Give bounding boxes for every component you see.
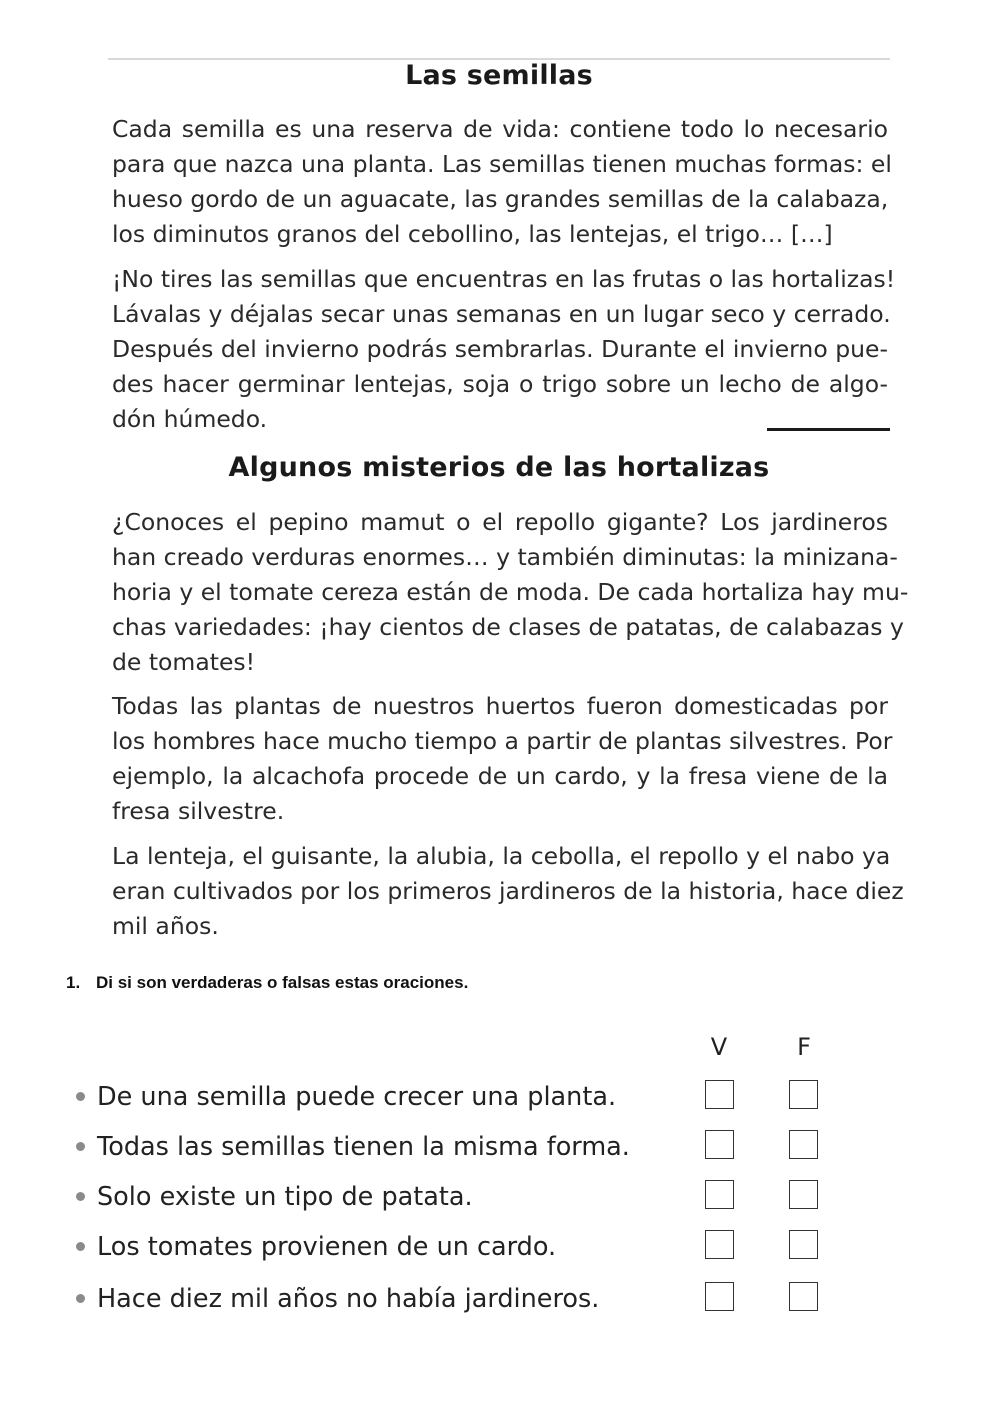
bullet-icon [76,1192,85,1201]
statement-text: Los tomates provienen de un cardo. [97,1232,557,1262]
paragraph-line: mil años. [112,912,219,940]
exercise-instruction [66,973,468,993]
false-checkbox[interactable] [789,1180,818,1209]
exercise-instruction-text: Di si son verdaderas o falsas estas oraciones. [96,973,469,992]
false-checkbox[interactable] [789,1130,818,1159]
paragraph-line: ejemplo, la alcachofa procede de un cardo, y la fresa viene de la [112,762,888,790]
paragraph-line: des hacer germinar lentejas, soja o trigo sobre un lecho de algo- [112,370,888,398]
true-checkbox[interactable] [705,1180,734,1209]
paragraph-line: horia y el tomate cereza están de moda. De cada hortaliza hay mu- [112,578,909,606]
statement-text: De una semilla puede crecer una planta. [97,1082,617,1112]
true-checkbox[interactable] [705,1080,734,1109]
false-checkbox[interactable] [789,1282,818,1311]
paragraph-line: los diminutos granos del cebollino, las lentejas, el trigo… […] [112,220,833,248]
bullet-icon [76,1092,85,1101]
bullet-icon [76,1142,85,1151]
section-title-hortalizas: Algunos misterios de las hortalizas [228,452,770,483]
statement-row [76,1132,836,1166]
paragraph-line: La lenteja, el guisante, la alubia, la cebolla, el repollo y el nabo ya [112,842,891,870]
statement-row [76,1082,836,1116]
paragraph-line: hueso gordo de un aguacate, las grandes semillas de la calabaza, [112,185,889,213]
false-checkbox[interactable] [789,1080,818,1109]
column-header-true: V [710,1033,728,1061]
paragraph-line: Después del invierno podrás sembrarlas. Durante el invierno pue- [112,335,888,363]
exercise-number: 1. [66,973,81,992]
statement-row [76,1284,836,1318]
true-checkbox[interactable] [705,1130,734,1159]
paragraph-line: han creado verduras enormes… y también diminutas: la minizana- [112,543,898,571]
paragraph-line: Lávalas y déjalas secar unas semanas en un lugar seco y cerrado. [112,300,891,328]
true-checkbox[interactable] [705,1282,734,1311]
true-checkbox[interactable] [705,1230,734,1259]
paragraph-line: chas variedades: ¡hay cientos de clases de patatas, de calabazas y [112,613,904,641]
paragraph [112,112,892,252]
statement-row [76,1182,836,1216]
paragraph-line: Todas las plantas de nuestros huertos fueron domesticadas por [112,692,888,720]
paragraph-line: Cada semilla es una reserva de vida: contiene todo lo necesario [112,115,888,143]
paragraph-line: de tomates! [112,648,256,676]
paragraph [112,262,896,437]
bullet-icon [76,1294,85,1303]
paragraph-line: eran cultivados por los primeros jardineros de la historia, hace diez [112,877,904,905]
paragraph-line: ¿Conoces el pepino mamut o el repollo gigante? Los jardineros [112,508,888,536]
paragraph-line: ¡No tires las semillas que encuentras en las frutas o las hortalizas! [112,265,896,293]
statement-text: Hace diez mil años no había jardineros. [97,1284,600,1314]
section-end-rule [767,428,890,431]
paragraph-line: dón húmedo. [112,405,268,433]
paragraph [112,689,893,829]
paragraph-line: los hombres hace mucho tiempo a partir de plantas silvestres. Por [112,727,893,755]
bullet-icon [76,1242,85,1251]
paragraph [112,839,904,944]
column-header-false: F [797,1033,811,1061]
statement-row [76,1232,836,1266]
false-checkbox[interactable] [789,1230,818,1259]
paragraph [112,505,909,680]
statement-text: Solo existe un tipo de patata. [97,1182,473,1212]
section-title-semillas: Las semillas [405,60,593,91]
statement-text: Todas las semillas tienen la misma forma. [97,1132,630,1162]
paragraph-line: fresa silvestre. [112,797,285,825]
paragraph-line: para que nazca una planta. Las semillas tienen muchas formas: el [112,150,892,178]
